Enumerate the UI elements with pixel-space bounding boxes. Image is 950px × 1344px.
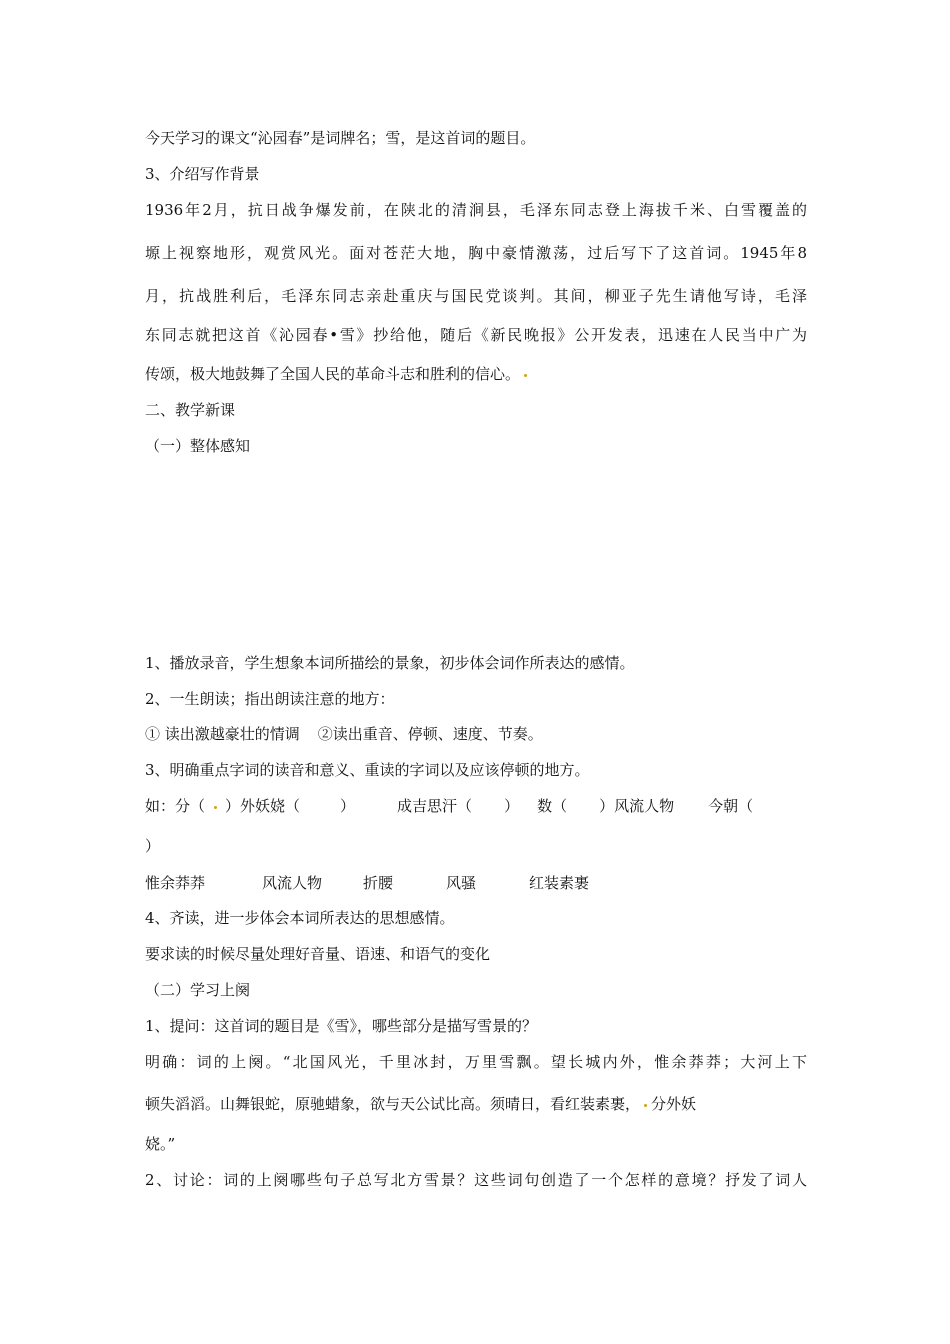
subheading-first-stanza: （二）学习上阕 — [145, 981, 251, 999]
reading-points — [145, 724, 543, 744]
answer-line-2a: 顿失滔滔。山舞银蛇，原驰蜡象，欲与天公试比高。须晴日，看红装素裹， — [145, 1095, 641, 1113]
step-1: 1、播放录音，学生想象本词所描绘的景象，初步体会词作所表达的感情。 — [145, 654, 635, 672]
example-line — [145, 796, 753, 816]
mark-dot-icon — [214, 806, 217, 809]
heading-background: 3、介绍写作背景 — [145, 165, 260, 183]
reading-point-1: ① 读出激越豪壮的情调 — [145, 725, 300, 743]
example-c: ） — [340, 797, 356, 815]
background-line-4: 东同志就把这首《沁园春•雪》抄给他，随后《新民晚报》公开发表，迅速在人民当中广为 — [145, 326, 807, 344]
word-4: 风骚 — [446, 874, 477, 892]
example-close: ） — [145, 837, 161, 855]
example-h: 今朝（ — [708, 797, 754, 815]
background-line-1: 1936年2月，抗日战争爆发前，在陕北的清涧县，毛泽东同志登上海拔千米、白雪覆盖的 — [145, 201, 807, 219]
reading-requirement: 要求读的时候尽量处理好音量、语速、和语气的变化 — [145, 945, 491, 963]
background-line-3: 月，抗战胜利后，毛泽东同志亲赴重庆与国民党谈判。其间，柳亚子先生请他写诗，毛泽 — [145, 287, 807, 305]
example-g: ）风流人物 — [599, 797, 675, 815]
background-line-5 — [145, 364, 531, 384]
mark-dot-icon — [644, 1104, 647, 1107]
word-1: 惟余莽莽 — [145, 874, 206, 892]
intro-paragraph: 今天学习的课文“沁园春”是词牌名；雪，是这首词的题目。 — [145, 129, 536, 147]
section-heading-new-lesson: 二、教学新课 — [145, 401, 236, 419]
step-3: 3、明确重点字词的读音和意义、重读的字词以及应该停顿的地方。 — [145, 761, 590, 779]
word-3: 折腰 — [363, 874, 394, 892]
step-4: 4、齐读，进一步体会本词所表达的思想感情。 — [145, 909, 455, 927]
answer-line-3: 娆。” — [145, 1135, 176, 1153]
example-d: 成吉思汗（ — [397, 797, 473, 815]
key-words — [145, 873, 589, 893]
background-line-5-text: 传颂，极大地鼓舞了全国人民的革命斗志和胜利的信心。 — [145, 365, 521, 383]
question-2: 2、讨论：词的上阕哪些句子总写北方雪景？这些词句创造了一个怎样的意境？抒发了词人 — [145, 1171, 807, 1189]
example-a: 如：分（ — [145, 797, 206, 815]
reading-point-2: ②读出重音、停顿、速度、节奏。 — [317, 725, 543, 743]
example-f: 数（ — [537, 797, 568, 815]
answer-line-2b: 分外妖 — [651, 1095, 697, 1113]
background-line-2: 塬上视察地形，观赏风光。面对苍茫大地，胸中豪情激荡，过后写下了这首词。1945年8 — [145, 244, 807, 262]
answer-line-1: 明确：词的上阕。“北国风光，千里冰封，万里雪飘。望长城内外，惟余莽莽；大河上下 — [145, 1053, 807, 1071]
mark-dot-icon — [524, 374, 527, 377]
question-1: 1、提问：这首词的题目是《雪》，哪些部分是描写雪景的？ — [145, 1017, 538, 1035]
word-5: 红装素裹 — [529, 874, 590, 892]
word-2: 风流人物 — [262, 874, 323, 892]
subheading-overall: （一）整体感知 — [145, 437, 251, 455]
answer-line-2 — [145, 1094, 696, 1114]
step-2: 2、一生朗读；指出朗读注意的地方： — [145, 690, 395, 708]
example-b: ）外妖娆（ — [225, 797, 301, 815]
example-e: ） — [504, 797, 520, 815]
